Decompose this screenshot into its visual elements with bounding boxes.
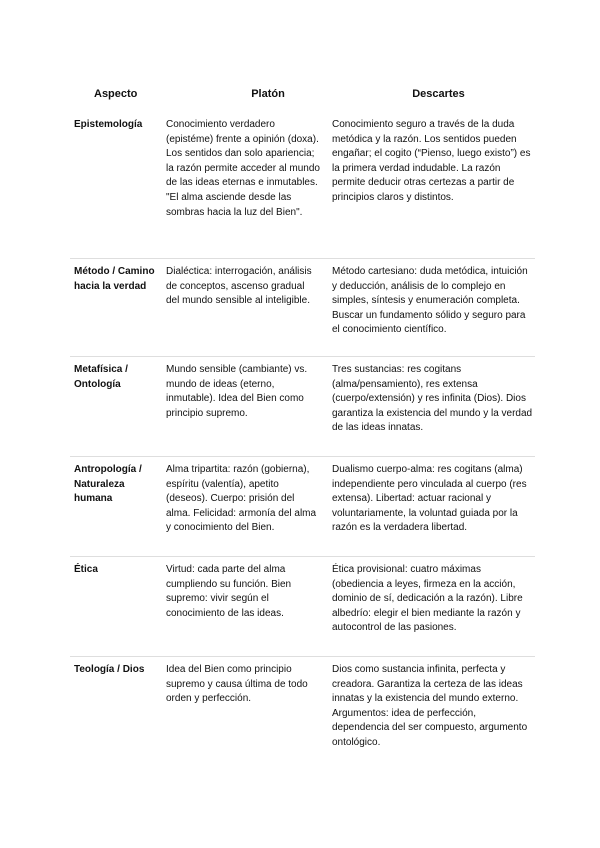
row-platon: Conocimiento verdadero (epistéme) frente a opinión (doxa). Los sentidos dan solo apariencia; la razón permite acceder al mundo de las ideas eternas e inmutables. "El alma asciende desde las sombras hacia la luz del Bien".: [166, 119, 320, 218]
header-platon: Platón: [251, 88, 285, 100]
row-descartes: Ética provisional: cuatro máximas (obediencia a leyes, firmeza en la acción, dominio de sí, dedicación a la razón). Libre albedrío: elegir el bien mediante la razón y autocontrol de las pasiones.: [332, 564, 523, 634]
row-platon: Idea del Bien como principio supremo y causa última de todo orden y perfección.: [166, 664, 308, 705]
table-row-metodo: [70, 258, 535, 356]
row-aspect: Antropología / Naturaleza humana: [74, 464, 142, 505]
row-descartes: Dualismo cuerpo-alma: res cogitans (alma) independiente pero vinculada al cuerpo (res extensa). Libertad: actuar racional y voluntariamente, la voluntad guiada por la razón es la verdadera libertad.: [332, 464, 527, 534]
header-aspecto: Aspecto: [94, 88, 138, 100]
row-aspect: Epistemología: [74, 119, 143, 130]
row-descartes: Dios como sustancia infinita, perfecta y creadora. Garantiza la certeza de las ideas innatas y la existencia del mundo externo. Argumentos: idea de perfección, dependencia del ser compuesto, argumento ontológico.: [332, 664, 528, 748]
header-descartes: Descartes: [412, 88, 465, 100]
row-descartes: Método cartesiano: duda metódica, intuición y deducción, análisis de lo complejo en simples, síntesis y enumeración completa. Buscar un fundamento sólido y seguro para el conocimiento científico.: [332, 266, 528, 336]
table-row-etica: [70, 556, 535, 656]
table-row-metafisica: [70, 356, 535, 456]
row-descartes: Tres sustancias: res cogitans (alma/pensamiento), res extensa (cuerpo/extensión) y res infinita (Dios). Dios garantiza la existencia del mundo y la verdad de las ideas innatas.: [332, 364, 533, 434]
table-row-teologia: [70, 656, 535, 756]
row-aspect: Teología / Dios: [74, 664, 145, 675]
table-row-antropologia: [70, 456, 535, 556]
table-row-epistemologia: [70, 112, 535, 258]
row-platon: Dialéctica: interrogación, análisis de conceptos, ascenso gradual del mundo sensible al inteligible.: [166, 266, 312, 307]
row-platon: Mundo sensible (cambiante) vs. mundo de ideas (eterno, inmutable). Idea del Bien como principio supremo.: [166, 364, 308, 419]
comparison-table: [70, 88, 535, 756]
row-platon: Alma tripartita: razón (gobierna), espíritu (valentía), apetito (deseos). Cuerpo: prisión del alma. Felicidad: armonía del alma y conocimiento del Bien.: [166, 464, 317, 534]
table-header: [70, 88, 535, 112]
row-aspect: Método / Camino hacia la verdad: [74, 266, 155, 292]
row-aspect: Metafísica / Ontología: [74, 364, 128, 390]
row-platon: Virtud: cada parte del alma cumpliendo su función. Bien supremo: vivir según el conocimiento de las ideas.: [166, 564, 292, 619]
row-descartes: Conocimiento seguro a través de la duda metódica y la razón. Los sentidos pueden engañar; el cogito (“Pienso, luego existo”) es la primera verdad indudable. La razón permite deducir otras certezas a partir de principios claros y distintos.: [332, 119, 531, 203]
row-aspect: Ética: [74, 564, 98, 575]
